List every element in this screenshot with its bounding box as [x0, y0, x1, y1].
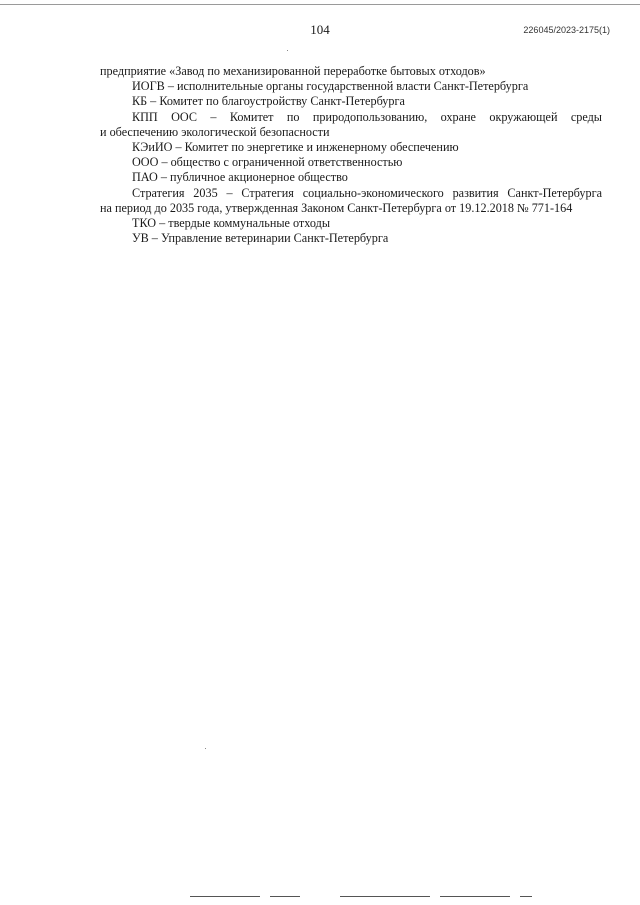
text-line: Стратегия 2035 – Стратегия социально-экономического развития Санкт-Петербурга	[132, 185, 602, 200]
page-number: 104	[310, 22, 330, 37]
abbreviations-list	[100, 64, 602, 246]
top-border-line	[0, 4, 640, 5]
text-line: КБ – Комитет по благоустройству Санкт-Петербурга	[132, 94, 405, 109]
text-line: КЭиИО – Комитет по энергетике и инженерному обеспечению	[132, 140, 459, 155]
text-line: ИОГВ – исполнительные органы государственной власти Санкт-Петербурга	[132, 79, 529, 94]
text-line: и обеспечению экологической безопасности	[100, 124, 330, 139]
text-line: КПП ООС – Комитет по природопользованию, охране окружающей среды	[132, 109, 602, 124]
scan-speck	[287, 50, 288, 51]
text-line: УВ – Управление ветеринарии Санкт-Петербурга	[132, 231, 389, 246]
scan-speck	[205, 748, 206, 749]
text-line: ТКО – твердые коммунальные отходы	[132, 216, 331, 231]
text-line: ПАО – публичное акционерное общество	[132, 170, 348, 185]
text-line: предприятие «Завод по механизированной переработке бытовых отходов»	[100, 64, 486, 78]
bottom-scan-marks	[190, 896, 550, 900]
document-id: 226045/2023-2175(1)	[523, 25, 610, 35]
text-line: ООО – общество с ограниченной ответственностью	[132, 155, 403, 170]
text-line: на период до 2035 года, утвержденная Законом Санкт-Петербурга от 19.12.2018 № 771-164	[100, 200, 573, 215]
